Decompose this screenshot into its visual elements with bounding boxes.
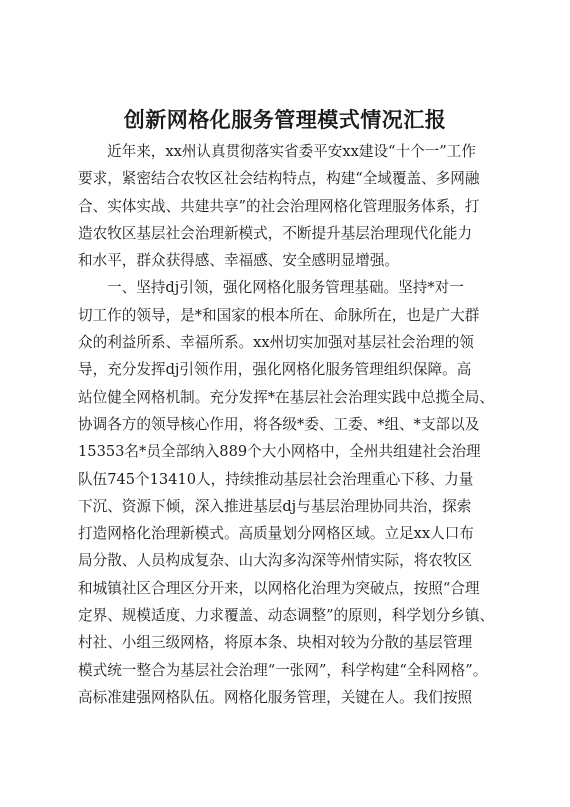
paragraph-line: 导，充分发挥dj引领作用，强化网格化服务管理组织保障。高 [78,361,472,379]
paragraph-line: 队伍745个13410人，持续推动基层社会治理重心下移、力量 [78,470,474,488]
paragraph-line: 合、实体实战、共建共享”的社会治理网格化管理服务体系，打 [78,197,480,215]
paragraph-line: 众的利益所系、幸福所系。xx州切实加强对基层社会治理的领 [78,334,474,352]
paragraph-line: 定界、规模适度、力求覆盖、动态调整”的原则，科学划分乡镇、 [78,607,495,625]
paragraph-line: 村社、小组三级网格，将原本条、块相对较为分散的基层管理 [78,634,473,652]
document-body [78,138,498,711]
paragraph-line: 协调各方的领导核心作用，将各级*委、工委、*组、*支部以及 [78,415,480,433]
paragraph-line: 造农牧区基层社会治理新模式，不断提升基层治理现代化能力 [78,224,473,242]
paragraph-line: 一、坚持dj引领，强化网格化服务管理基础。坚持*对一 [107,279,464,297]
document-title: 创新网格化服务管理模式情况汇报 [123,107,447,132]
paragraph-line: 近年来，xx州认真贯彻落实省委平安xx建设“十个一”工作 [107,143,476,160]
paragraph-line: 下沉、资源下倾，深入推进基层dj与基层治理协同共治，探索 [78,497,472,515]
paragraph-line: 和城镇社区合理区分开来，以网格化治理为突破点，按照“合理 [78,579,480,597]
paragraph-line: 局分散、人员构成复杂、山大沟多沟深等州情实际，将农牧区 [78,552,473,570]
paragraph-line: 打造网格化治理新模式。高质量划分网格区域。立足xx人口布 [78,525,474,543]
paragraph-line: 模式统一整合为基层社会治理“一张网”，科学构建“全科网格”。 [78,661,488,679]
paragraph-line: 高标准建强网格队伍。网格化服务管理，关键在人。我们按照 [78,688,473,706]
paragraph-line: 切工作的领导，是*和国家的根本所在、命脉所在，也是广大群 [78,306,480,324]
paragraph-line: 要求，紧密结合农牧区社会结构特点，构建“全域覆盖、多网融 [78,170,480,188]
paragraph-line: 和水平，群众获得感、幸福感、安全感明显增强。 [78,252,400,270]
paragraph-line: 站位健全网格机制。充分发挥*在基层社会治理实践中总揽全局、 [78,388,494,406]
paragraph-line: 15353名*员全部纳入889个大小网格中，全州共组建社会治理 [78,443,481,461]
